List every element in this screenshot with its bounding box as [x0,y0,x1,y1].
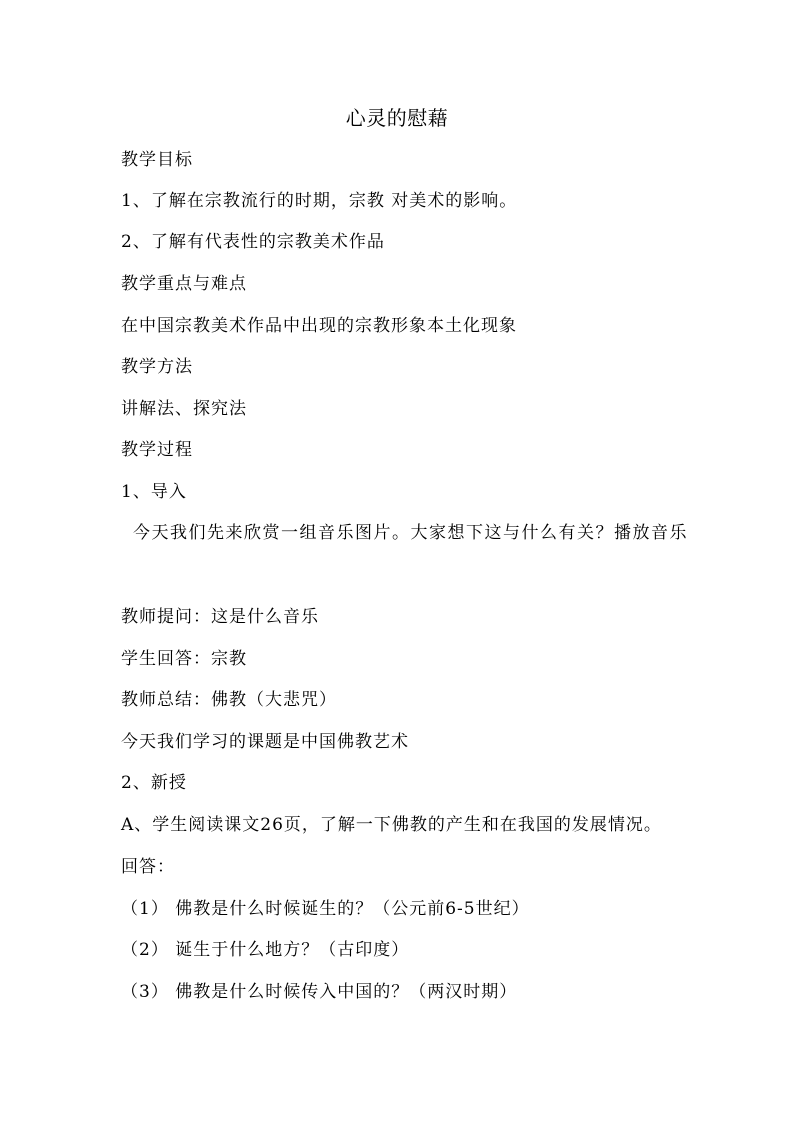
goal-item-1: 1、了解在宗教流行的时期，宗教 对美术的影响。 [121,191,518,211]
question-item-1: （1） 佛教是什么时候诞生的？（公元前6-5世纪） [121,899,530,919]
student-answer: 学生回答：宗教 [121,649,247,669]
key-points-text: 在中国宗教美术作品中出现的宗教形象本土化现象 [121,316,517,336]
goal-item-2: 2、了解有代表性的宗教美术作品 [121,232,385,252]
heading-teaching-methods: 教学方法 [121,357,193,377]
question-item-2: （2） 诞生于什么地方？（古印度） [121,940,410,960]
teacher-question: 教师提问：这是什么音乐 [121,607,319,627]
section-new-lesson: 2、新授 [121,773,187,793]
reading-instruction: A、学生阅读课文26页，了解一下佛教的产生和在我国的发展情况。 [121,815,662,835]
lesson-topic: 今天我们学习的课题是中国佛教艺术 [121,732,409,752]
heading-teaching-process: 教学过程 [121,440,193,460]
teaching-methods-text: 讲解法、探究法 [121,399,247,419]
heading-teaching-goals: 教学目标 [121,150,193,170]
document-title: 心灵的慰藉 [345,106,449,130]
teacher-summary: 教师总结：佛教（大悲咒） [121,690,337,710]
answer-label: 回答： [121,857,175,877]
heading-key-points: 教学重点与难点 [121,274,247,294]
intro-paragraph: 今天我们先来欣赏一组音乐图片。大家想下这与什么有关？播放音乐 [133,523,688,543]
question-item-3: （3） 佛教是什么时候传入中国的？（两汉时期） [121,982,518,1002]
section-intro: 1、导入 [121,482,187,502]
